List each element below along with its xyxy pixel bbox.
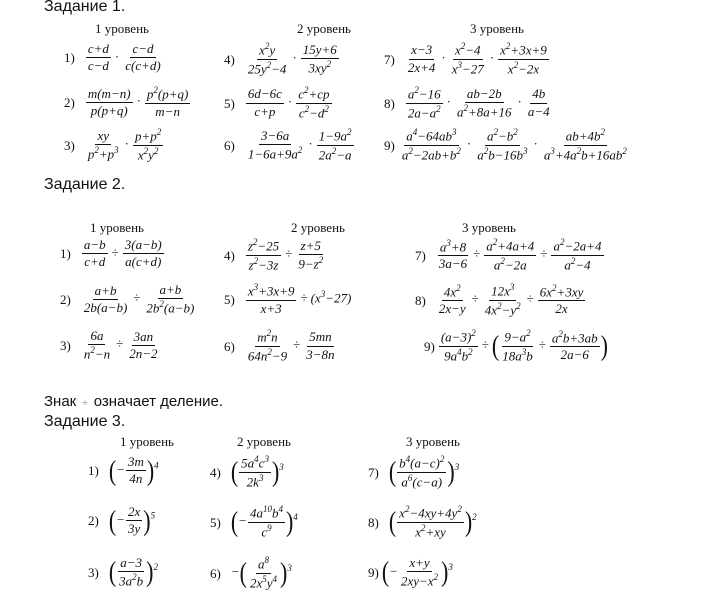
task-3-problem-7: 7) ( $\frac{b^4(a-c)^2}{a^6(c-a)}$ )$^3$ [368, 454, 460, 489]
task-2-problem-5: 5) $\frac{x^3+3x+9}{x+3}$ ÷ $(x^3-27)$ [224, 282, 352, 316]
task-2-problem-7: 7) $\frac{a^3+8}{3a-6}$ ÷ $\frac{a^2+4a+4}{a^2-2a}$ ÷ $\frac{a^2-2a+4}{a^2-4}$ [415, 237, 602, 272]
task-3-problem-8: 8) ( $\frac{x^2-4xy+4y^2}{x^2+xy}$ )$^2$ [368, 504, 477, 539]
task-3-title: Задание 3. [44, 413, 126, 430]
task-1-problem-4: 4) $\frac{x^2y}{25y^2-4}$ · $\frac{15y+6}{3xy^2}$ [224, 41, 337, 76]
task-3-level-3: 3 уровень [406, 434, 460, 449]
division-sign-note: Знак ÷ означает деление. [44, 393, 224, 410]
task-3-problem-6: 6) −( $\frac{a^8}{2x^5y^4}$ )$^3$ [210, 555, 292, 590]
task-1-level-3: 3 уровень [470, 21, 524, 36]
task-3-problem-1: 1) (− $\frac{3m}{4n}$ )$^4$ [88, 453, 159, 487]
task-2-level-2: 2 уровень [291, 220, 345, 235]
task-2-problem-4: 4) $\frac{z^2-25}{z^2-3z}$ ÷ $\frac{z+5}{9-z^2}$ [224, 237, 324, 272]
task-1-problem-7: 7) $\frac{x-3}{2x+4}$ · $\frac{x^2-4}{x^3-27}$ · $\frac{x^2+3x+9}{x^2-2x}$ [384, 41, 547, 76]
task-2-problem-8: 8) $\frac{4x^2}{2x-y}$ ÷ $\frac{12x^3}{4x^2-y^2}$ ÷ $\frac{6x^2+3xy}{2x}$ [415, 282, 584, 317]
task-1-problem-3: 3) $\frac{xy}{p^2+p^3}$ · $\frac{p+p^2}{x^2y^2}$ [64, 127, 162, 162]
task-2-level-3: 3 уровень [462, 220, 516, 235]
task-1-level-2: 2 уровень [297, 21, 351, 36]
task-3-problem-3: 3) ( $\frac{a-3}{3a^2b}$ )$^2$ [88, 555, 158, 589]
task-3-level-2: 2 уровень [237, 434, 291, 449]
task-3-level-1: 1 уровень [120, 434, 174, 449]
task-2-problem-3: 3) $\frac{6a}{n^2-n}$ ÷ $\frac{3an}{2n-2}$ [60, 328, 158, 362]
task-3-problem-4: 4) ( $\frac{5a^4c^3}{2k^3}$ )$^3$ [210, 454, 284, 489]
task-1-problem-9: 9) $\frac{a^4-64ab^3}{a^2-2ab+b^2}$ · $\frac{a^2-b^2}{a^2b-16b^3}$ · $\frac{ab+4b^2}{a^3+4a^2b+16ab^2}$ [384, 127, 627, 162]
task-2-title: Задание 2. [44, 176, 126, 193]
task-3-problem-5: 5) (− $\frac{4a^{10}b^4}{c^9}$ )$^4$ [210, 504, 298, 539]
task-2-problem-1: 1) $\frac{a-b}{c+d}$ ÷ $\frac{3(a-b)}{a(c+d)}$ [60, 237, 162, 270]
task-3-problem-2: 2) (− $\frac{2x}{3y}$ )$^5$ [88, 503, 156, 537]
task-3-problem-9: 9) (− $\frac{x+y}{2xy-x^2}$ )$^3$ [368, 555, 453, 589]
task-1-problem-5: 5) $\frac{6d-6c}{c+p}$ · $\frac{c^2+cp}{c^2-d^2}$ [224, 85, 330, 120]
task-1-problem-6: 6) $\frac{3-6a}{1-6a+9a^2}$ · $\frac{1-9a^2}{2a^2-a}$ [224, 127, 352, 162]
task-2-level-1: 1 уровень [90, 220, 144, 235]
task-1-problem-8: 8) $\frac{a^2-16}{2a-a^2}$ · $\frac{ab-2b}{a^2+8a+16}$ · $\frac{4b}{a-4}$ [384, 85, 550, 120]
task-2-problem-6: 6) $\frac{m^2n}{64n^2-9}$ ÷ $\frac{5mn}{3-8n}$ [224, 328, 335, 363]
task-1-problem-2: 2) $\frac{m(m-n)}{p(p+q)}$ · $\frac{p^2(p+q)}{m-n}$ [64, 85, 189, 119]
task-2-problem-2: 2) $\frac{a+b}{2b(a-b)}$ ÷ $\frac{a+b}{2b^2(a-b)}$ [60, 282, 195, 316]
task-2-problem-9: 9) $\frac{(a-3)^2}{9a^4b^2}$ ÷ ( $\frac{9-a^2}{18a^3b}$ ÷ $\frac{a^2b+3ab}{2a-6}$ ) [424, 328, 608, 363]
task-1-problem-1: 1) $\frac{c+d}{c-d}$ · $\frac{c-d}{c(c+d)}$ [64, 41, 161, 74]
task-1-title: Задание 1. [44, 0, 126, 15]
task-1-level-1: 1 уровень [95, 21, 149, 36]
